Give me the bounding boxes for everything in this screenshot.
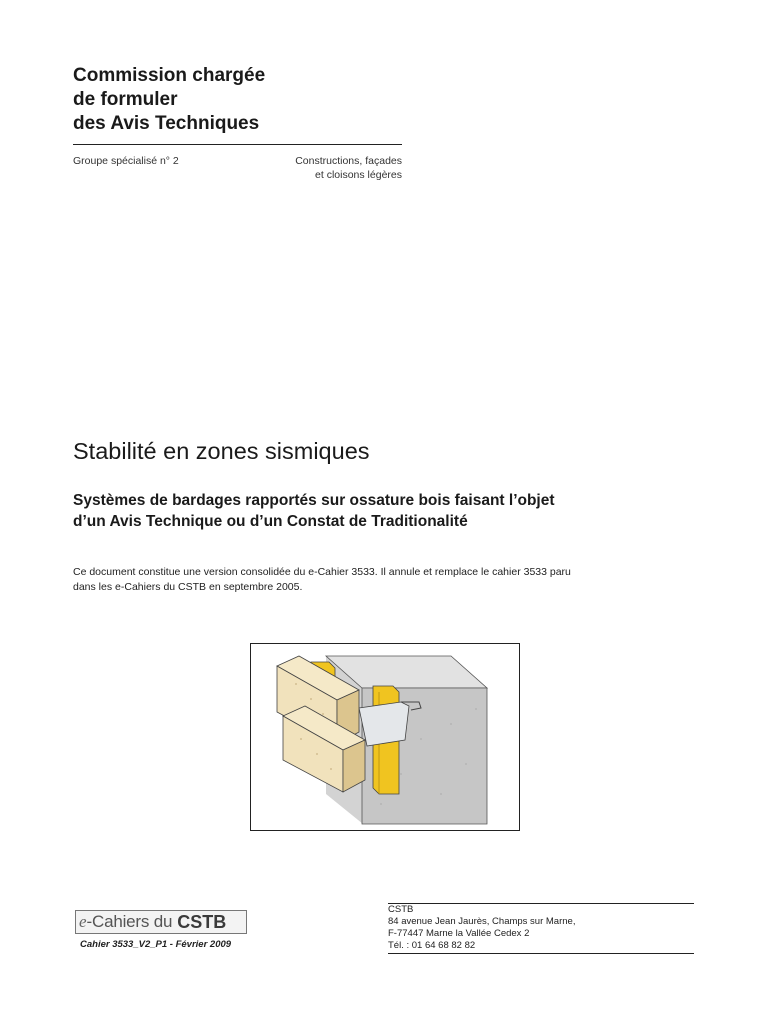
domaine-line: Constructions, façades xyxy=(295,155,402,167)
domaine xyxy=(250,154,402,182)
logo-prefix: e xyxy=(79,912,87,931)
address-line: F-77447 Marne la Vallée Cedex 2 xyxy=(388,928,530,939)
address-divider-bottom xyxy=(388,953,694,954)
ecahiers-logo xyxy=(75,910,247,934)
metal-profile xyxy=(359,702,409,746)
domaine-line: et cloisons légères xyxy=(315,169,402,181)
cover-figure xyxy=(250,643,520,831)
cahier-reference: Cahier 3533_V2_P1 - Février 2009 xyxy=(80,939,232,950)
address-line: Tél. : 01 64 68 82 82 xyxy=(388,940,476,951)
commission-title xyxy=(73,64,403,136)
address-line: CSTB xyxy=(388,904,414,915)
address-line: 84 avenue Jean Jaurès, Champs sur Marne, xyxy=(388,916,576,927)
intro-paragraph xyxy=(73,565,713,595)
intro-line: Ce document constitue une version consolidée du e-Cahier 3533. Il annule et remplace le cahier 3533 paru xyxy=(73,566,571,578)
subtitle-line: d’un Avis Technique ou d’un Constat de Traditionalité xyxy=(73,513,468,530)
header-divider xyxy=(73,144,402,145)
logo-brand: CSTB xyxy=(177,911,227,932)
subtitle-line: Systèmes de bardages rapportés sur ossature bois faisant l’objet xyxy=(73,492,555,509)
commission-line: de formuler xyxy=(73,89,178,110)
document-subtitle xyxy=(73,490,693,532)
intro-line: dans les e-Cahiers du CSTB en septembre 2005. xyxy=(73,581,303,593)
cladding-wall-section-icon xyxy=(251,644,521,832)
cstb-address xyxy=(388,904,694,952)
groupe-specialise: Groupe spécialisé n° 2 xyxy=(73,155,179,167)
commission-line: des Avis Techniques xyxy=(73,113,260,134)
commission-line: Commission chargée xyxy=(73,65,266,86)
logo-text: -Cahiers du xyxy=(86,912,173,931)
document-title: Stabilité en zones sismiques xyxy=(73,438,370,464)
